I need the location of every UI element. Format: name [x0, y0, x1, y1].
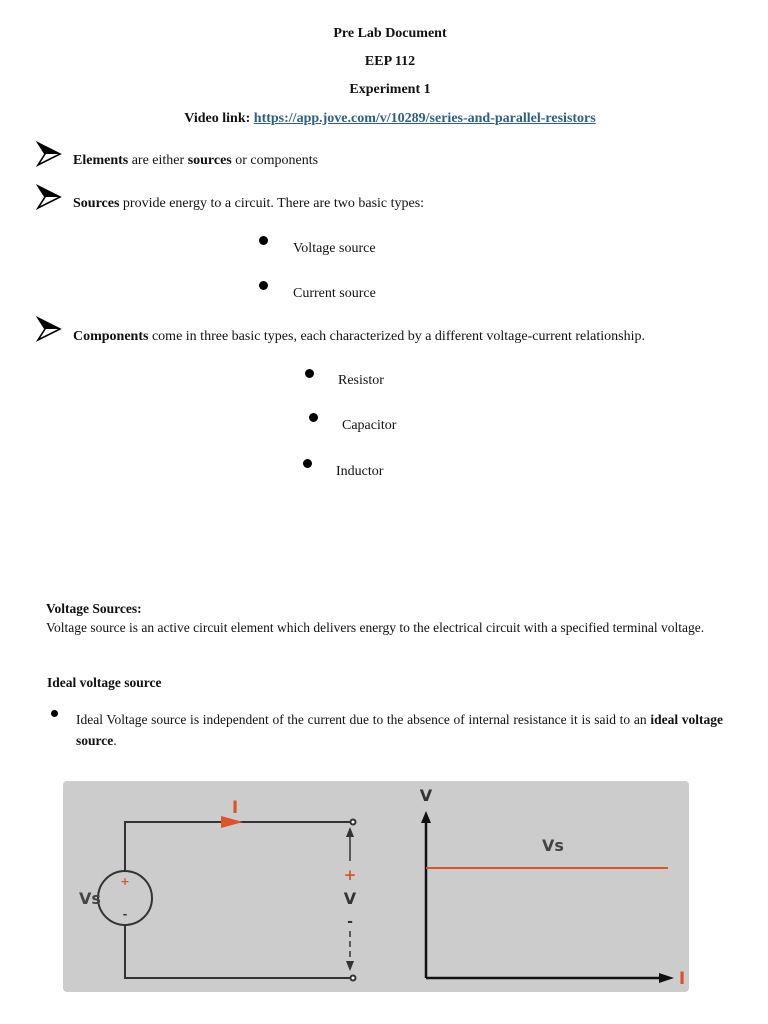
voltage-plus-sign: +: [343, 866, 357, 884]
document-title: Pre Lab Document: [333, 26, 447, 41]
source-minus-sign: -: [122, 908, 128, 921]
arrow-bullet-icon: [36, 141, 62, 167]
elements-point: [73, 153, 318, 169]
ideal-bullet-text: [76, 709, 723, 751]
bullet-dot: [305, 369, 314, 378]
course-code: EEP 112: [364, 54, 416, 69]
ideal-text-end: .: [113, 733, 117, 748]
experiment-number: Experiment 1: [349, 82, 431, 97]
bullet-dot: [51, 710, 58, 717]
elements-text: are either: [128, 153, 188, 168]
components-point: [73, 329, 645, 345]
figure-drawing: [63, 781, 689, 992]
arrow-bullet-icon: [36, 316, 62, 342]
ideal-text: Ideal Voltage source is independent of the current due to the absence of internal resistance it is said to an: [76, 712, 651, 727]
voltage-label: V: [343, 889, 357, 908]
list-item: Inductor: [336, 464, 384, 479]
elements-term: Elements: [73, 153, 129, 168]
circuit-diagram: [98, 820, 356, 981]
sources-point: [73, 196, 424, 212]
video-link-label: Video link:: [184, 111, 251, 126]
sources-heading-term: Sources: [73, 196, 120, 211]
terminal-bottom: [351, 976, 356, 981]
graph-x-arrow: [659, 973, 674, 983]
arrow-bullet-icon: [36, 184, 62, 210]
circuit-wire-top: [125, 822, 351, 871]
voltage-arrow-down-head: [346, 961, 354, 971]
sources-text: provide energy to a circuit. There are two basic types:: [119, 196, 425, 211]
sources-term: sources: [187, 153, 232, 168]
components-text: come in three basic types, each characterized by a different voltage-current relationship.: [148, 329, 645, 344]
list-item: Capacitor: [342, 418, 397, 433]
graph-y-arrow: [421, 811, 431, 823]
bullet-dot: [259, 236, 268, 245]
video-link-line: [0, 111, 768, 127]
voltage-minus-sign: -: [347, 914, 353, 930]
video-link[interactable]: https://app.jove.com/v/10289/series-and-parallel-resistors: [253, 111, 596, 126]
section-body: Voltage source is an active circuit element which delivers energy to the electrical circuit with a specified terminal voltage.: [46, 620, 705, 635]
current-label: I: [231, 798, 239, 818]
voltage-arrow-up-head: [346, 827, 354, 837]
ideal-term: ideal voltage source: [76, 712, 724, 748]
circuit-wire-bottom: [125, 925, 351, 978]
source-plus-sign: +: [120, 875, 130, 888]
terminal-top: [351, 820, 356, 825]
graph-x-label: I: [678, 969, 686, 989]
graph-line-label: Vs: [542, 836, 564, 855]
bullet-dot: [309, 413, 318, 422]
ideal-voltage-source-figure: [63, 781, 689, 992]
components-term: Components: [73, 329, 149, 344]
graph-y-label: V: [419, 786, 433, 805]
elements-text-end: or components: [231, 153, 319, 168]
section-heading: Voltage Sources:: [46, 601, 142, 616]
list-item: Resistor: [338, 373, 384, 388]
bullet-dot: [259, 281, 268, 290]
subsection-heading: Ideal voltage source: [47, 675, 162, 690]
list-item: Voltage source: [293, 241, 376, 256]
source-label: Vs: [79, 889, 101, 908]
list-item: Current source: [293, 286, 376, 301]
bullet-dot: [303, 459, 312, 468]
